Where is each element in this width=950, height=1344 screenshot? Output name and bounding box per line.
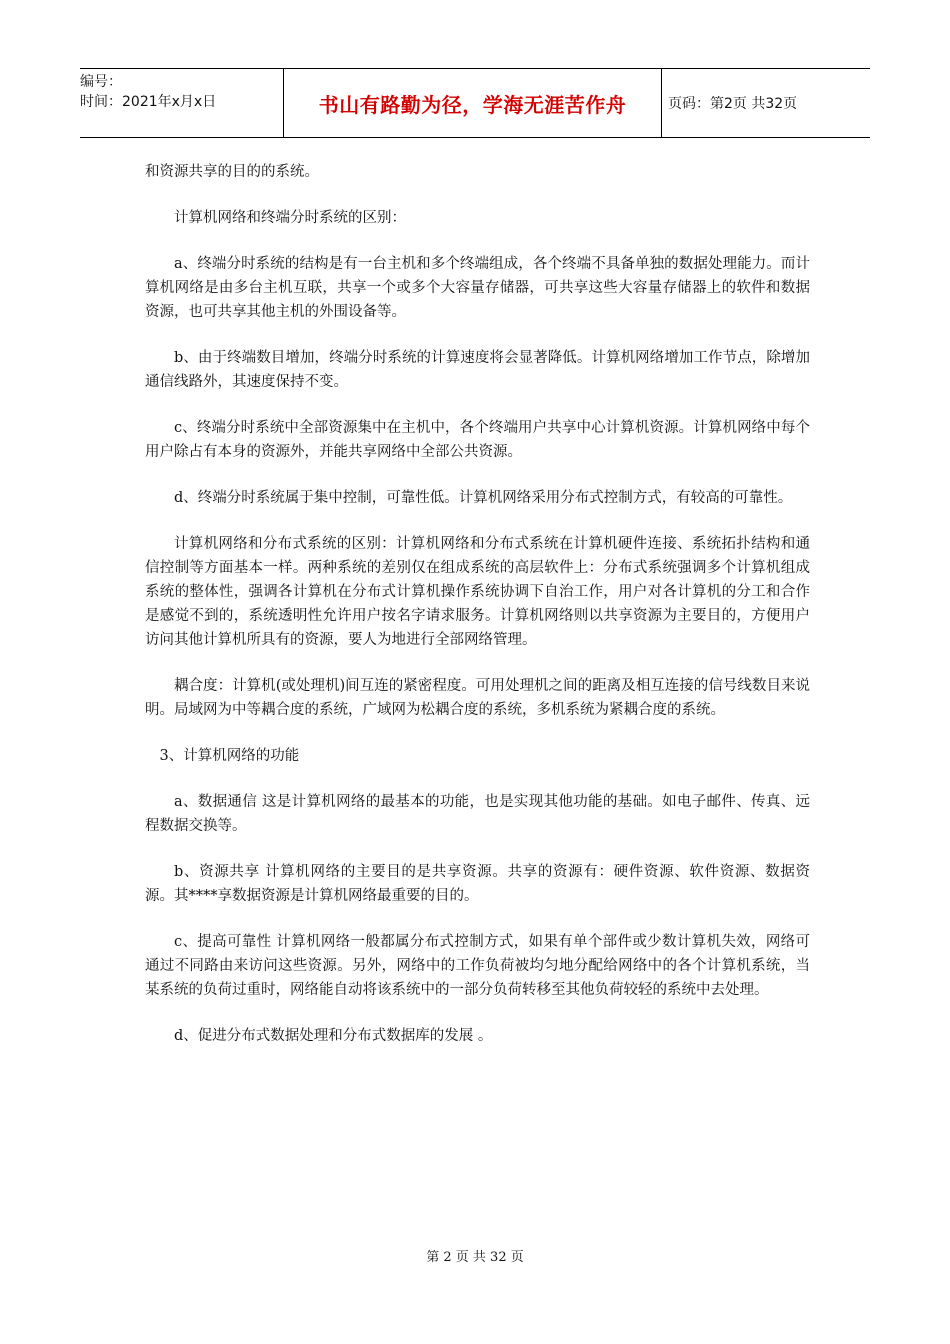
paragraph: c、终端分时系统中全部资源集中在主机中，各个终端用户共享中心计算机资源。计算机网络中每个用户除占有本身的资源外，并能共享网络中全部公共资源。 <box>145 420 810 460</box>
paragraph: c、提高可靠性 计算机网络一般都属分布式控制方式，如果有单个部件或少数计算机失效，网络可通过不同路由来访问这些资源。另外，网络中的工作负荷被均匀地分配给网络中的各个计算机系统，当某系统的负荷过重时，网络能自动将该系统中的一部分负荷转移至其他负荷较轻的系统中去处理。 <box>145 934 810 998</box>
header-page-cell <box>662 69 870 137</box>
number-label: 编号： <box>80 74 122 90</box>
paragraph: 计算机网络和分布式系统的区别：计算机网络和分布式系统在计算机硬件连接、系统拓扑结构和通信控制等方面基本一样。两种系统的差别仅在组成系统的高层软件上：分布式系统强调多个计算机组成系统的整体性，强调各计算机在分布式计算机操作系统协调下自治工作，用户对各计算机的分工和合作是感觉不到的，系统透明性允许用户按名字请求服务。计算机网络则以共享资源为主要目的，方便用户访问其他计算机所具有的资源，要人为地进行全部网络管理。 <box>145 536 810 648</box>
header-left-cell <box>80 69 283 137</box>
page-footer <box>0 1246 950 1265</box>
paragraph: 和资源共享的目的的系统。 <box>145 164 319 180</box>
paragraph: b、由于终端数目增加，终端分时系统的计算速度将会显著降低。计算机网络增加工作节点，除增加通信线路外，其速度保持不变。 <box>145 350 810 390</box>
paragraph: a、终端分时系统的结构是有一台主机和多个终端组成，各个终端不具备单独的数据处理能力。而计算机网络是由多台主机互联，共享一个或多个大容量存储器，可共享这些大容量存储器上的软件和数据资源，也可共享其他主机的外围设备等。 <box>145 256 810 320</box>
header-motto-cell <box>283 69 662 137</box>
paragraph: d、终端分时系统属于集中控制，可靠性低。计算机网络采用分布式控制方式，有较高的可靠性。 <box>174 490 793 506</box>
document-body <box>145 160 810 1070</box>
time-label: 时间：2021年x月x日 <box>80 94 217 110</box>
paragraph: 耦合度：计算机(或处理机)间互连的紧密程度。可用处理机之间的距离及相互连接的信号线数目来说明。局域网为中等耦合度的系统，广域网为松耦合度的系统，多机系统为紧耦合度的系统。 <box>145 678 810 718</box>
motto-text: 书山有路勤为径，学海无涯苦作舟 <box>318 92 627 117</box>
paragraph: b、资源共享 计算机网络的主要目的是共享资源。共享的资源有：硬件资源、软件资源、数据资源。其****享数据资源是计算机网络最重要的目的。 <box>145 864 810 904</box>
paragraph: d、促进分布式数据处理和分布式数据库的发展 。 <box>174 1028 493 1044</box>
paragraph: a、数据通信 这是计算机网络的最基本的功能，也是实现其他功能的基础。如电子邮件、传真、远程数据交换等。 <box>145 794 811 834</box>
footer-page-number: 第 2 页 共 32 页 <box>426 1250 524 1265</box>
paragraph: 计算机网络和终端分时系统的区别： <box>174 210 406 226</box>
page-header <box>80 68 870 138</box>
page-label: 页码：第2页 共32页 <box>668 96 798 112</box>
section-heading: 3、计算机网络的功能 <box>159 748 300 764</box>
